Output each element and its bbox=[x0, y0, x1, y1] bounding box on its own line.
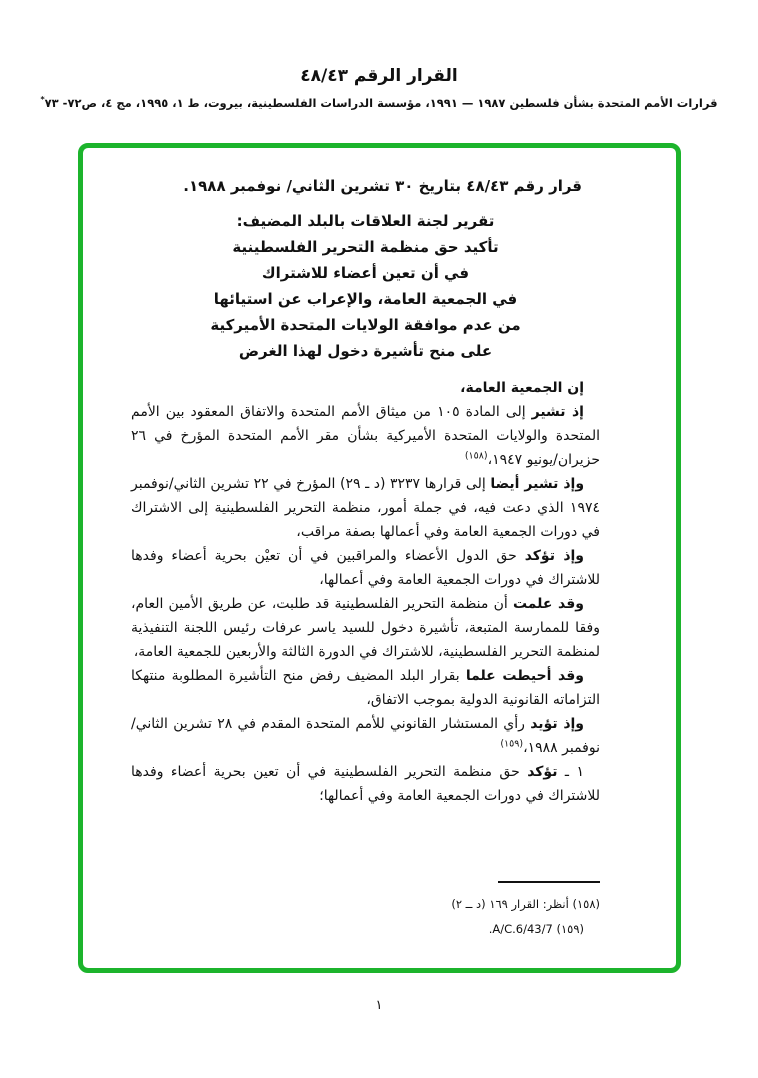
subject-line: في الجمعية العامة، والإعراب عن استيائها bbox=[213, 290, 518, 308]
preamble-paragraph bbox=[131, 712, 600, 760]
paragraph-text: إلى قرارها ٣٢٣٧ (د ـ ٢٩) المؤرخ في ٢٢ تشرين الثاني/نوفمبر ١٩٧٤ الذي دعت فيه، في جملة أمور، منظمة التحرير الفلسطينية إلى الاشتراك في دورات الجمعية العامة وفي أعمالها بصفة مراقب، bbox=[131, 476, 600, 540]
paragraph-text: بقرار البلد المضيف رفض منح التأشيرة المطلوبة منتهكا التزاماته القانونية الدولية بموجب الاتفاق، bbox=[131, 668, 600, 708]
document-header bbox=[0, 66, 758, 110]
preamble-paragraph bbox=[131, 664, 600, 712]
paragraph-lead: وإذ تشير أيضا bbox=[490, 476, 585, 492]
preamble-paragraph bbox=[131, 592, 600, 664]
paragraph-lead: وقد أحيطت علما bbox=[465, 668, 585, 684]
source-footnote-mark: * bbox=[40, 95, 45, 104]
footnote-ref-159: (١٥٩) bbox=[500, 738, 524, 750]
source-citation bbox=[0, 95, 758, 110]
footnote-ref-158: (١٥٨) bbox=[464, 450, 488, 462]
source-citation-text: قرارات الأمم المتحدة بشأن فلسطين ١٩٨٧ — ١٩٩١، مؤسسة الدراسات الفلسطينية، بيروت، ط ١، ١٩٩٥، مج ٤، ص٧٢- ٧٣ bbox=[44, 95, 718, 110]
paragraph-lead: إن الجمعية العامة، bbox=[460, 380, 584, 396]
paragraph-text: رأي المستشار القانوني للأمم المتحدة المقدم في ٢٨ تشرين الثاني/نوفمبر ١٩٨٨، bbox=[131, 716, 600, 756]
preamble-paragraph bbox=[131, 544, 600, 592]
paragraph-text: حق الدول الأعضاء والمراقبين في أن تعيْن بحرية أعضاء وفدها للاشتراك في دورات الجمعية العامة وفي أعمالها، bbox=[131, 548, 600, 588]
preamble-paragraph bbox=[131, 400, 600, 472]
page-title: القرار الرقم ٤٨/٤٣ bbox=[300, 66, 458, 86]
paragraph-lead: وإذ تؤيد bbox=[530, 716, 584, 732]
subject-line: على منح تأشيرة دخول لهذا الغرض bbox=[238, 342, 493, 360]
paragraph-text: أن منظمة التحرير الفلسطينية قد طلبت، عن طريق الأمين العام، وفقا للممارسة المتبعة، تأشيرة دخول للسيد ياسر عرفات رئيس اللجنة التنفيذية لمنظمة التحرير الفلسطينية، للاشتراك في الدورة الثالثة والأربعين للجمعية العامة، bbox=[131, 596, 600, 660]
paragraph-number: ١ ـ bbox=[557, 764, 584, 780]
footnote-158: (١٥٨) أنظر: القرار ١٦٩ (د ــ ٢) bbox=[451, 897, 600, 911]
subject-line: تأكيد حق منظمة التحرير الفلسطينية bbox=[232, 238, 499, 256]
paragraph-lead: تؤكد bbox=[527, 764, 558, 780]
footnote-separator bbox=[498, 881, 600, 883]
paragraph-lead: وإذ تؤكد bbox=[524, 548, 585, 564]
green-frame bbox=[78, 143, 681, 973]
resolution-subject bbox=[131, 208, 600, 364]
footnote-159: (١٥٩) A/C.6/43/7. bbox=[488, 922, 584, 936]
footnotes-section bbox=[131, 881, 600, 942]
paragraph-lead: وقد علمت bbox=[512, 596, 584, 612]
page-number: ١ bbox=[375, 998, 383, 1013]
subject-line: من عدم موافقة الولايات المتحدة الأميركية bbox=[210, 316, 521, 334]
subject-line: في أن تعين أعضاء للاشتراك bbox=[261, 264, 470, 282]
operative-paragraph-1 bbox=[131, 760, 600, 808]
paragraph-lead: إذ تشير bbox=[531, 404, 584, 420]
subject-line: تقرير لجنة العلاقات بالبلد المضيف: bbox=[236, 212, 495, 230]
resolution-body bbox=[131, 174, 600, 808]
preamble-paragraph bbox=[131, 472, 600, 544]
resolution-heading: قرار رقم ٤٨/٤٣ بتاريخ ٣٠ تشرين الثاني/ نوفمبر ١٩٨٨. bbox=[183, 177, 582, 195]
paragraph-text: حق منظمة التحرير الفلسطينية في أن تعين بحرية أعضاء وفدها للاشتراك في دورات الجمعية العامة وفي أعمالها؛ bbox=[131, 764, 600, 804]
paragraph-text: إلى المادة ١٠٥ من ميثاق الأمم المتحدة والاتفاق المعقود بين الأمم المتحدة والولايات المتحدة الأميركية بشأن مقر الأمم المتحدة المؤرخ في ٢٦ حزيران/يونيو ١٩٤٧، bbox=[131, 404, 600, 468]
preamble-paragraph bbox=[131, 376, 600, 400]
